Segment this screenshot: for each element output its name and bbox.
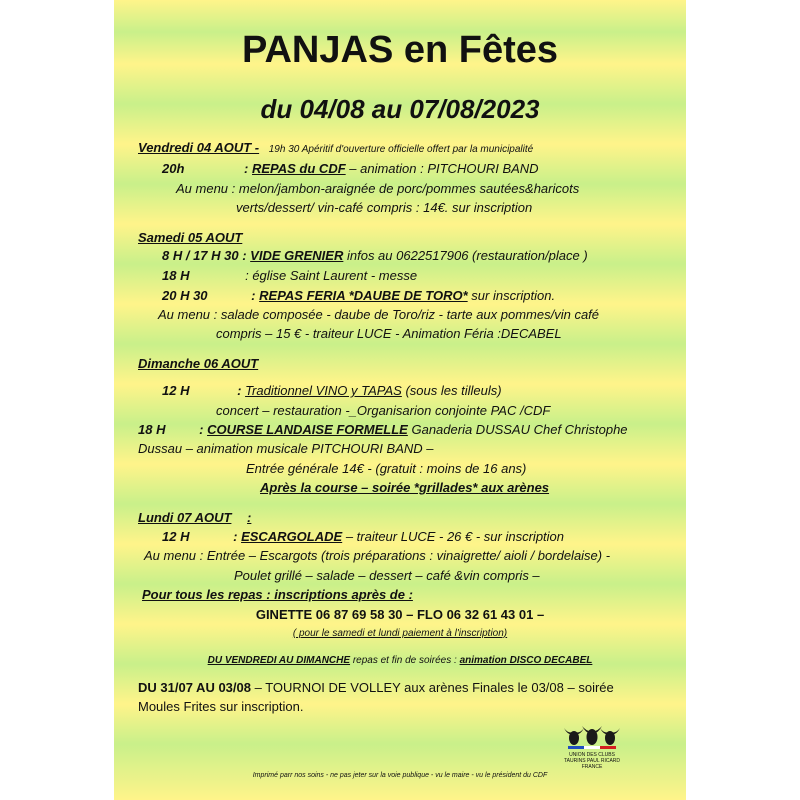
logo-line-3: FRANCE	[581, 764, 603, 770]
sunday-vino: Traditionnel VINO y TAPAS	[245, 383, 402, 398]
sunday-ganaderia-2: Dussau – animation musicale PITCHOURI BAND –	[138, 441, 434, 456]
monday-menu-2: Poulet grillé – salade – dessert – café &vin compris –	[234, 568, 540, 583]
friday-menu-1: Au menu : melon/jambon-araignée de porc/pommes sautées&haricots	[176, 181, 580, 196]
volley-line-1	[138, 680, 614, 696]
sunday-ganaderia: Ganaderia DUSSAU Chef Christophe	[411, 422, 628, 437]
saturday-time-1: 8 H / 17 H 30 :	[162, 248, 247, 263]
repas-inscriptions: Pour tous les repas : inscriptions après de :	[142, 587, 413, 602]
saturday-messe-line	[162, 268, 417, 284]
saturday-menu-1: Au menu : salade composée - daube de Toro/riz - tarte aux pommes/vin café	[158, 307, 600, 322]
friday-repas: REPAS du CDF	[252, 161, 346, 176]
saturday-repas-suffix: sur inscription.	[471, 288, 556, 303]
saturday-repas-line	[162, 288, 555, 304]
sunday-course-line	[138, 422, 628, 438]
friday-day: Vendredi 04 AOUT -	[138, 140, 260, 155]
saturday-vide-info: infos au 0622517906 (restauration/place )	[346, 248, 588, 263]
saturday-vide: VIDE GRENIER	[250, 248, 344, 263]
monday-escargolade: ESCARGOLADE	[241, 529, 343, 544]
friday-time: 20h	[162, 161, 185, 176]
sunday-colon-2: :	[199, 422, 204, 437]
sunday-apres: Après la course – soirée *grillades* aux arènes	[260, 480, 550, 495]
disco-prefix: DU VENDREDI AU DIMANCHE	[207, 655, 351, 666]
friday-menu-2: verts/dessert/ vin-café compris : 14€. sur inscription	[236, 200, 533, 215]
sunday-course: COURSE LANDAISE FORMELLE	[207, 422, 408, 437]
sunday-concert: concert – restauration -_Organisarion conjointe PAC /CDF	[216, 403, 551, 418]
volley-dates: DU 31/07 AU 03/08	[138, 680, 251, 695]
monday-day-line	[138, 510, 251, 526]
saturday-repas: REPAS FERIA *DAUBE DE TORO*	[259, 288, 468, 303]
sunday-vino-suffix: (sous les tilleuls)	[405, 383, 502, 398]
monday-colon-day: :	[247, 510, 252, 525]
paiement-note: ( pour le samedi et lundi paiement à l'inscription)	[292, 628, 508, 639]
friday-aperitif: 19h 30 Apéritif d'ouverture officielle offert par la municipalité	[268, 144, 534, 155]
monday-escargolade-line	[162, 529, 564, 545]
sunday-time-2: 18 H	[138, 422, 166, 437]
saturday-day: Samedi 05 AOUT	[138, 230, 243, 245]
disco-suffix: animation DISCO DECABEL	[459, 655, 593, 666]
friday-animation: – animation : PITCHOURI BAND	[349, 161, 539, 176]
saturday-colon: :	[251, 288, 256, 303]
volley-line-2: Moules Frites sur inscription.	[138, 699, 304, 714]
disco-mid: repas et fin de soirées :	[352, 655, 457, 666]
monday-time: 12 H	[162, 529, 190, 544]
sunday-vino-line	[162, 383, 502, 399]
friday-repas-line	[162, 161, 539, 177]
bull-heads-icon	[560, 722, 624, 752]
saturday-vide-line	[162, 248, 588, 264]
friday-colon: :	[244, 161, 249, 176]
logo-line-2: TAURINS PAUL RICARD	[563, 758, 621, 764]
poster-title: PANJAS en Fêtes	[241, 29, 559, 71]
monday-menu-1: Au menu : Entrée – Escargots (trois préparations : vinaigrette/ aioli / bordelaise) -	[144, 548, 611, 563]
saturday-menu-2: compris – 15 € - traiteur LUCE - Animation Féria :DECABEL	[216, 326, 562, 341]
poster	[114, 0, 686, 800]
sunday-day: Dimanche 06 AOUT	[138, 356, 259, 371]
saturday-time-2: 18 H	[162, 268, 190, 283]
sunday-time-1: 12 H	[162, 383, 190, 398]
friday-line	[138, 140, 533, 158]
disco-line	[114, 653, 686, 669]
union-clubs-taurins-logo	[560, 722, 624, 770]
footer-note: Imprimé parr nos soins - ne pas jeter sur la voie publique - vu le maire - vu le président du CDF	[252, 772, 548, 779]
poster-dates: du 04/08 au 07/08/2023	[260, 94, 540, 124]
monday-colon: :	[233, 529, 238, 544]
saturday-messe: : église Saint Laurent - messe	[245, 268, 418, 283]
sunday-entree: Entrée générale 14€ - (gratuit : moins de 16 ans)	[246, 461, 527, 476]
monday-escargolade-suffix: – traiteur LUCE - 26 € - sur inscription	[345, 529, 565, 544]
sunday-colon: :	[237, 383, 242, 398]
logo-line-1: UNION DES CLUBS	[569, 752, 615, 758]
volley-text: – TOURNOI DE VOLLEY aux arènes Finales le 03/08 – soirée	[254, 680, 614, 695]
saturday-time-3: 20 H 30	[162, 288, 208, 303]
monday-day: Lundi 07 AOUT	[138, 510, 232, 525]
contacts: GINETTE 06 87 69 58 30 – FLO 06 32 61 43 01 –	[255, 607, 545, 622]
